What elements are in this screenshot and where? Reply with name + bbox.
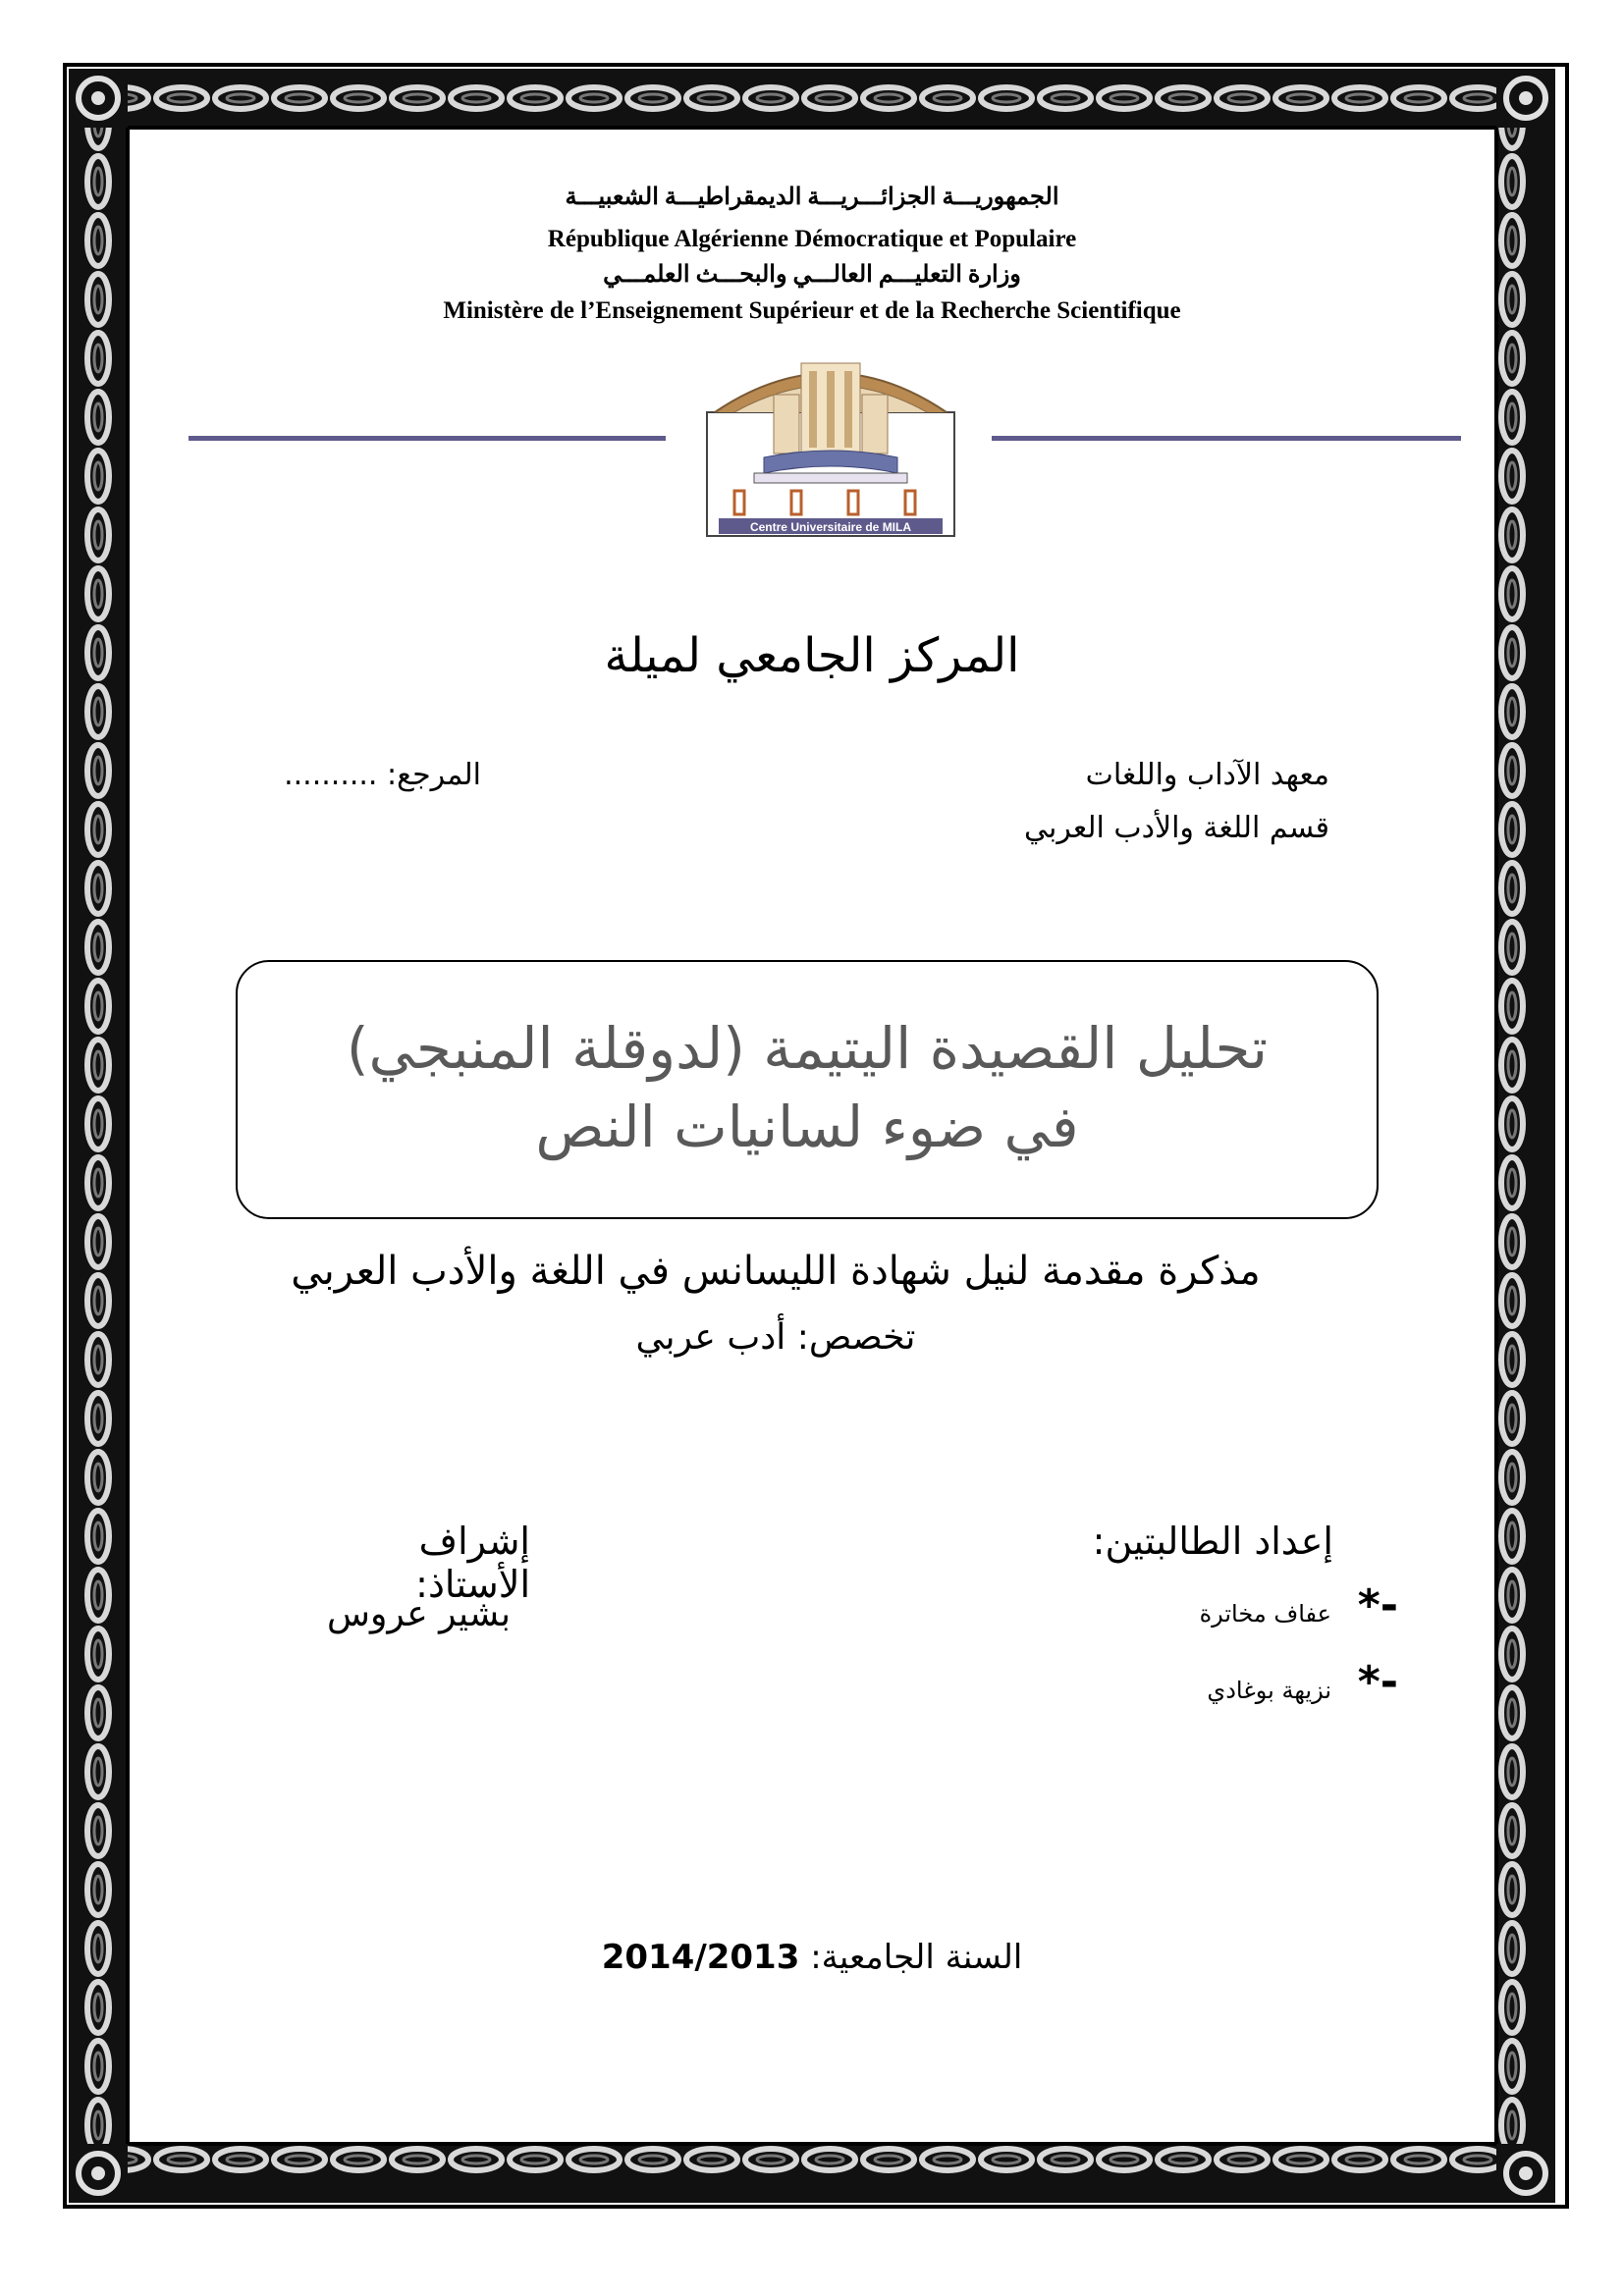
student-name: عفاف مخاترة xyxy=(1199,1600,1331,1628)
republic-french: République Algérienne Démocratique et Populaire xyxy=(547,226,1077,252)
specialty: تخصص: أدب عربي xyxy=(635,1317,916,1358)
ministry-arabic: وزارة التعليـــم العالـــي والبحـــث العلمـــي xyxy=(603,262,1021,288)
corner-ornament-icon xyxy=(69,2144,128,2203)
thesis-title-line1: تحليل القصيدة اليتيمة (لدوقلة المنبجي) xyxy=(346,1015,1269,1082)
corner-ornament-icon xyxy=(1496,2144,1555,2203)
corner-ornament-icon xyxy=(69,69,128,128)
academic-year xyxy=(0,1938,1624,1977)
faculty-name: معهد الآداب واللغات xyxy=(1085,758,1329,792)
university-building-icon xyxy=(705,353,956,538)
bullet-marker: *- xyxy=(1357,1657,1398,1707)
thesis-title-line2: في ضوء لسانيات النص xyxy=(535,1094,1079,1160)
student-row xyxy=(907,1657,1398,1716)
thesis-title-box xyxy=(236,960,1379,1219)
academic-year-label: السنة الجامعية: xyxy=(810,1938,1023,1977)
ministry-french: Ministère de l’Enseignement Supérieur et de la Recherche Scientifique xyxy=(443,297,1181,324)
department-name: قسم اللغة والأدب العربي xyxy=(1023,811,1329,845)
header-rule-left xyxy=(189,436,666,441)
bullet-marker: *- xyxy=(1357,1580,1398,1630)
students-label: إعداد الطالبتين: xyxy=(1092,1520,1333,1563)
degree-statement: مذكرة مقدمة لنيل شهادة الليسانس في اللغة والأدب العربي xyxy=(291,1249,1261,1294)
student-name: نزيهة بوغادي xyxy=(1207,1677,1331,1704)
university-logo xyxy=(705,353,956,538)
supervisor-label: إشراف الأستاذ: xyxy=(415,1520,530,1606)
academic-year-value: 2014/2013 xyxy=(601,1938,800,1977)
student-row xyxy=(907,1580,1398,1639)
republic-arabic: الجمهوريـــة الجزائـــريـــة الديمقراطيـــة الشعبيـــة xyxy=(565,185,1059,210)
header-rule-right xyxy=(992,436,1461,441)
supervisor-name: بشير عروس xyxy=(327,1594,511,1634)
reference-label: المرجع: .......... xyxy=(284,758,481,792)
corner-ornament-icon xyxy=(1496,69,1555,128)
institution-name: المركز الجامعي لميلة xyxy=(604,628,1020,683)
logo-caption: Centre Universitaire de MILA xyxy=(749,520,912,534)
